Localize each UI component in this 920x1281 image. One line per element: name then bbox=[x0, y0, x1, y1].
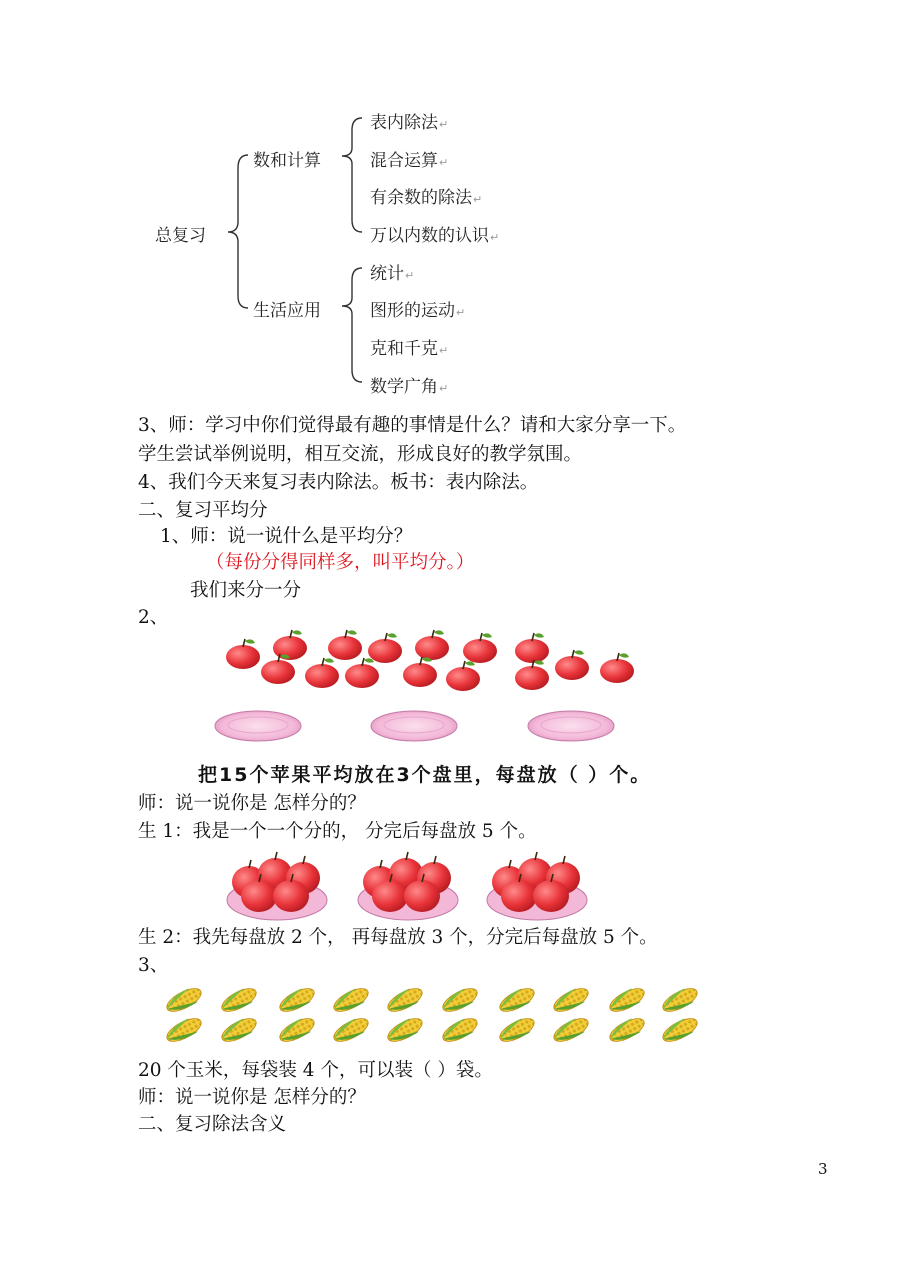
paragraph-mark-icon: ↵ bbox=[439, 118, 449, 131]
corn-illustration bbox=[0, 980, 920, 1060]
apple-icon bbox=[515, 660, 549, 690]
corn-icon bbox=[330, 984, 371, 1017]
apple-icon bbox=[226, 639, 260, 669]
text-line: 3、师：学习中你们觉得最有趣的事情是什么？请和大家分享一下。 bbox=[138, 415, 687, 436]
text-line: 20 个玉米，每袋装 4 个，可以装（ ）袋。 bbox=[138, 1060, 493, 1081]
corn-icon bbox=[659, 984, 700, 1017]
text-line: 4、我们今天来复习表内除法。板书：表内除法。 bbox=[138, 472, 539, 493]
corn-icon bbox=[606, 984, 647, 1017]
text-line: 师：说一说你是 怎样分的？ bbox=[138, 793, 366, 814]
paragraph-mark-icon: ↵ bbox=[473, 193, 483, 206]
tree-branch-number-calc: 数和计算 bbox=[253, 151, 321, 171]
corn-icon bbox=[384, 984, 425, 1017]
apples-and-plates-illustration bbox=[0, 628, 920, 748]
tree-item: 混合运算↵ bbox=[370, 151, 449, 171]
tree-item: 数学广角↵ bbox=[370, 377, 449, 397]
corn-icon bbox=[550, 984, 591, 1017]
paragraph-mark-icon: ↵ bbox=[456, 306, 466, 319]
tree-item: 克和千克↵ bbox=[370, 339, 449, 359]
plate-icon bbox=[215, 711, 301, 741]
corn-icon bbox=[659, 1014, 700, 1047]
tree-branch-life-app: 生活应用 bbox=[253, 301, 321, 321]
tree-root: 总复习 bbox=[155, 226, 206, 246]
tree-item: 万以内数的认识↵ bbox=[370, 226, 500, 246]
text-line: 生 2：我先每盘放 2 个， 再每盘放 3 个，分完后每盘放 5 个。 bbox=[138, 927, 658, 948]
apple-icon bbox=[368, 633, 402, 663]
text-line: 学生尝试举例说明，相互交流，形成良好的教学氛围。 bbox=[138, 444, 583, 465]
item-number: 2、 bbox=[138, 607, 169, 628]
apple-problem-caption: 把15个苹果平均放在3个盘里，每盘放（ ）个。 bbox=[198, 764, 652, 786]
plate-icon bbox=[528, 711, 614, 741]
text-line: 师：说一说你是 怎样分的？ bbox=[138, 1087, 366, 1108]
apple-icon bbox=[403, 657, 437, 687]
paragraph-mark-icon: ↵ bbox=[439, 156, 449, 169]
corn-icon bbox=[163, 984, 204, 1017]
corn-icon bbox=[496, 1014, 537, 1047]
apple-icon bbox=[555, 650, 589, 680]
plate-of-apples-icon bbox=[227, 852, 327, 920]
text-line: 1、师：说一说什么是平均分？ bbox=[160, 526, 413, 547]
corn-icon bbox=[384, 1014, 425, 1047]
plate-of-apples-icon bbox=[358, 852, 458, 920]
corn-icon bbox=[606, 1014, 647, 1047]
apple-icon bbox=[345, 658, 379, 688]
apples-on-plates-illustration bbox=[0, 846, 920, 926]
tree-item: 图形的运动↵ bbox=[370, 301, 466, 321]
apple-icon bbox=[305, 658, 339, 688]
apple-icon bbox=[446, 661, 480, 691]
tree-item: 表内除法↵ bbox=[370, 113, 449, 133]
tree-item: 有余数的除法↵ bbox=[370, 188, 483, 208]
section-heading: 二、复习除法含义 bbox=[138, 1114, 287, 1135]
corn-icon bbox=[330, 1014, 371, 1047]
apple-icon bbox=[463, 633, 497, 663]
corn-icon bbox=[218, 1014, 259, 1047]
paragraph-mark-icon: ↵ bbox=[405, 269, 415, 282]
plate-icon bbox=[371, 711, 457, 741]
corn-icon bbox=[218, 984, 259, 1017]
apple-icon bbox=[415, 630, 449, 660]
paragraph-mark-icon: ↵ bbox=[439, 344, 449, 357]
paragraph-mark-icon: ↵ bbox=[439, 382, 449, 395]
corn-icon bbox=[439, 1014, 480, 1047]
paragraph-mark-icon: ↵ bbox=[490, 231, 500, 244]
corn-icon bbox=[439, 984, 480, 1017]
corn-icon bbox=[550, 1014, 591, 1047]
plate-of-apples-icon bbox=[487, 852, 587, 920]
page-number: 3 bbox=[818, 1160, 828, 1178]
apple-icon bbox=[273, 630, 307, 660]
apple-icon bbox=[600, 653, 634, 683]
corn-icon bbox=[496, 984, 537, 1017]
text-line: 我们来分一分 bbox=[190, 580, 302, 601]
corn-icon bbox=[276, 984, 317, 1017]
apple-icon bbox=[328, 630, 362, 660]
item-number: 3、 bbox=[138, 955, 169, 976]
section-heading: 二、复习平均分 bbox=[138, 500, 268, 521]
tree-item: 统计↵ bbox=[370, 264, 415, 284]
corn-icon bbox=[163, 1014, 204, 1047]
definition-answer: （每份分得同样多，叫平均分。） bbox=[206, 552, 475, 573]
apple-icon bbox=[515, 633, 549, 663]
text-line: 生 1：我是一个一个分的， 分完后每盘放 5 个。 bbox=[138, 821, 537, 842]
corn-icon bbox=[276, 1014, 317, 1047]
